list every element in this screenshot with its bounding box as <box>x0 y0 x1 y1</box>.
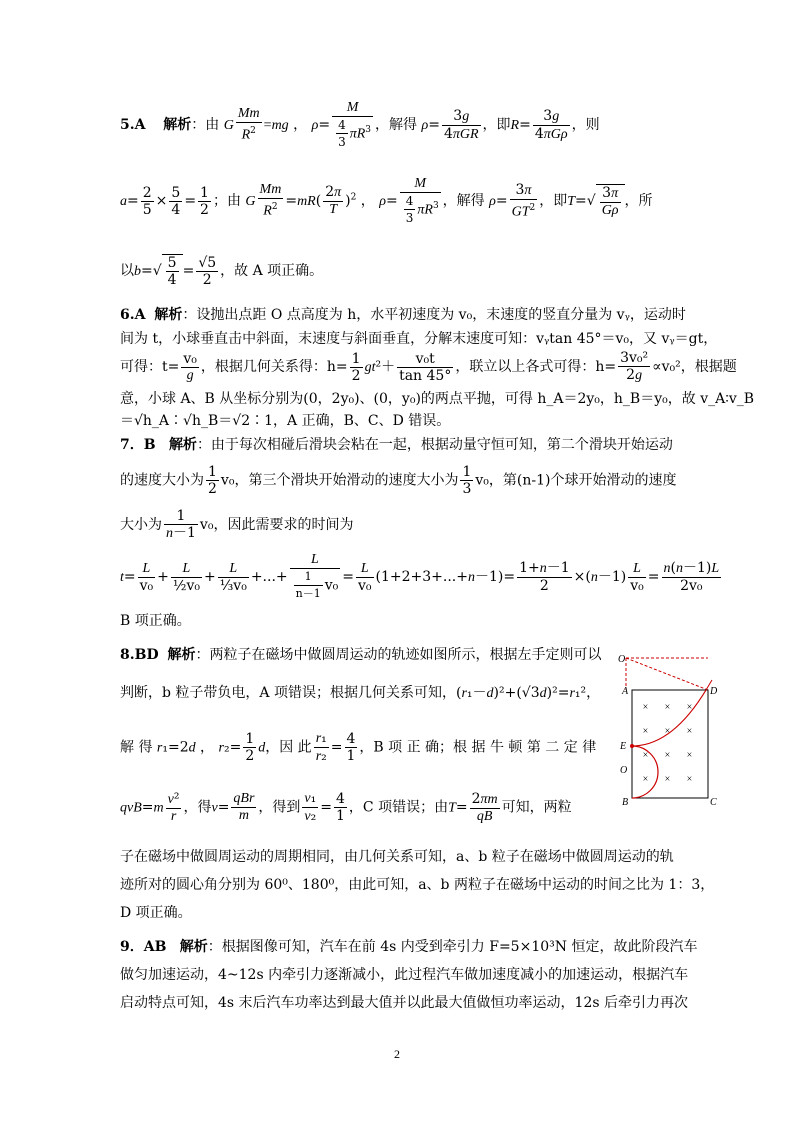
q8-text: ，因 此 <box>265 739 312 756</box>
q6-text: ，根据几何关系得：h= <box>200 359 348 375</box>
q7-text: ，第(n-1)个球开始滑动的速度 <box>488 472 677 489</box>
q8-text: ，B 项 正 确；根 据 牛 顿 第 二 定 律 <box>359 739 597 756</box>
dashed-radius-line <box>626 658 708 690</box>
q5-analysis-label: 解析 <box>163 117 192 133</box>
q5-text: 以 <box>120 263 134 279</box>
q9-analysis-label: 解析 <box>179 939 208 955</box>
q6-label: 6.A <box>120 307 146 323</box>
q8-text: 解 得 <box>120 739 153 756</box>
q8-label: 8.BD <box>120 647 159 663</box>
q7-text: 大小为 <box>120 517 162 533</box>
svg-text:×: × <box>686 726 693 737</box>
svg-text:×: × <box>686 702 693 713</box>
q7-text: ：由于每次相碰后滑块会粘在一起，根据动量守恒可知，第二个滑块开始运动 <box>196 437 673 453</box>
q8-analysis-label: 解析 <box>167 647 196 663</box>
q8-text: ，C 项错误；由 <box>348 799 449 816</box>
q7-text: ，因此需要求的时间为 <box>213 517 354 533</box>
q5-label: 5.A <box>120 117 146 133</box>
q6-analysis-label: 解析 <box>154 307 183 323</box>
label-a: A <box>622 686 629 697</box>
q7-line-5: B 项正确。 <box>120 613 191 629</box>
label-e: E <box>620 741 627 752</box>
q8-text: 可知，两粒 <box>501 799 572 816</box>
q7-line-3: 大小为 $\frac{1}{n-1}$ v₀，因此需要求的时间为 <box>120 508 354 541</box>
q7-equation: t= $\frac{L}{\text{v₀}}$ + $\frac{L}{\text{½v₀}}$ + $\frac{L}{\text{⅓v₀}}$ +...+ L $\frac{1}{n-1}$ v₀ = $\frac{L}{\text{v₀}}$ (1+2+3+...+n－1)= $\frac{1+n-1}{2}$ ×(n－1) $\frac{L}{\text{v₀}}$ = $\frac{n(n-1)L}{\text{2v₀}}$ <box>120 552 720 600</box>
q8-text: ：两粒子在磁场中做圆周运动的轨迹如图所示，根据左手定则可以 <box>195 647 602 663</box>
q9-label: 9．AB <box>120 939 167 955</box>
svg-text:×: × <box>664 750 671 761</box>
q5-text: ，解得 <box>375 117 418 133</box>
q8-line-7: D 项正确。 <box>120 905 192 921</box>
q6-line-4: 意，小球 A、B 从坐标分别为(0，2y₀)、(0，y₀)的两点平抛，可得 h_A＝2y₀，h_B＝y₀，故 v_A∶v_B <box>120 391 755 407</box>
q5-text: ；由 <box>212 193 241 209</box>
q6-line-2: 间为 t，小球垂直击中斜面，末速度与斜面垂直，分解末速度可知：vᵧtan 45°＝v₀，又 vᵧ＝gt， <box>120 331 718 347</box>
q5-text: ，则 <box>571 117 600 133</box>
q8-line-3: 解 得 r₁=2d ， r₂= $\frac{1}{2}$ d，因 此 $\frac{\text{r₁}}{\text{r₂}}$ = $\frac{4}{1}$ ，B 项 正 确；根 据 牛 顿 第 二 定 律 <box>120 730 597 764</box>
q8-line-5: 子在磁场中做圆周运动的周期相同，由几何关系可知，a、b 粒子在磁场中做圆周运动的轨 <box>120 849 674 865</box>
q8-text: ，得 <box>183 799 212 816</box>
svg-text:×: × <box>664 774 671 785</box>
q9-text: ：根据图像可知，汽车在前 4s 内受到牵引力 F=5×10³N 恒定，故此阶段汽车 <box>207 939 698 955</box>
q6-text: ：设抛出点距 O 点高度为 h，水平初速度为 v₀，末速度的竖直分量为 vᵧ，运动时 <box>182 307 686 323</box>
q6-line-1 <box>120 306 686 324</box>
label-o2: O <box>620 765 628 776</box>
q7-label: 7．B <box>120 437 156 453</box>
svg-text:×: × <box>642 702 649 713</box>
q5-line-3: 以b=√ $\frac{5}{4}$ = $\frac{√5}{2}$ ，故 A 项正确。 <box>120 254 324 288</box>
q8-line-1 <box>120 646 602 664</box>
q5-line-1: 5.A 解析：由 G $\frac{Mm}{R^2}$ =mg ， ρ= M $\frac{4}{3}$ $\pi R^3$ ，解得 ρ= $\frac{3g}{\text{4πGR}}$ ，即R= $\frac{3g}{\text{4πGρ}}$ ，则 <box>120 100 600 149</box>
q7-line-2: 的速度大小为 $\frac{1}{2}$ v₀，第三个滑块开始滑动的速度大小为 $\frac{1}{3}$ v₀，第(n-1)个球开始滑动的速度 <box>120 464 677 497</box>
svg-text:×: × <box>642 750 649 761</box>
q8-text: ，得到 <box>258 799 301 816</box>
q8-line-2: 判断，b 粒子带负电，A 项错误；根据几何关系可知，(r₁－d)²+(√3d)²=r₁²， <box>120 685 601 701</box>
q6-line-3: 可得：t= $\frac{\text{v₀}}{g}$ ，根据几何关系得：h= $\frac{1}{2}$ gt²＋ $\frac{\text{v₀t}}{\tan 45^\circ}$ ，联立以上各式可得：h= $\frac{\text{3v₀²}}{2g}$ ∝v₀²，根据题 <box>120 350 737 384</box>
svg-text:×: × <box>642 726 649 737</box>
q6-text: ，联立以上各式可得：h= <box>455 359 617 375</box>
q5-text: ，即 <box>482 117 511 133</box>
label-d: D <box>710 686 718 697</box>
q8-line-4: qvB=m $\frac{\text{v²}}{r}$ ，得v= $\frac{\text{qBr}}{m}$ ，得到 $\frac{\text{v₁}}{\text{v₂}}$ = $\frac{4}{1}$ ，C 项错误；由T= $\frac{2\pi m}{qB}$ 可知，两粒 <box>120 790 572 824</box>
q5-text: ：由 <box>191 117 220 133</box>
q9-line-1 <box>120 938 697 956</box>
q6-text: 可得：t= <box>120 359 180 375</box>
q5-line-2: a= $\frac{2}{5}$ × $\frac{5}{4}$ = $\frac{1}{2}$ ；由 G $\frac{Mm}{R^2}$ =mR( $\frac{2\pi}{T}$ )$^2$ ， ρ= M $\frac{4}{3}$ $\pi R^3$ ，解得 ρ= $\frac{3\pi}{GT^2}$ ，即T=√ $\frac{3\pi}{G\rho}$ ，所 <box>120 176 653 225</box>
q5-text: ，故 A 项正确。 <box>220 263 324 279</box>
label-c: C <box>710 797 717 808</box>
label-o: O <box>618 654 626 665</box>
q8-text: 判断，b 粒子带负电，A 项错误；根据几何关系可知， <box>120 685 456 701</box>
trajectory-a <box>632 690 706 746</box>
svg-text:×: × <box>664 702 671 713</box>
q7-text: ，第三个滑块开始滑动的速度大小为 <box>234 472 459 489</box>
q5-text: ，解得 <box>442 193 485 209</box>
q8-line-6: 迹所对的圆心角分别为 60⁰、180⁰，由此可知，a、b 两粒子在磁场中运动的时间之比为 1：3， <box>120 877 715 893</box>
svg-text:×: × <box>686 750 693 761</box>
q9-line-3: 启动特点可知，4s 末后汽车功率达到最大值并以此最大值做恒功率运动，12s 后牵引力再次 <box>120 995 688 1011</box>
q7-line-1 <box>120 436 673 454</box>
magnetic-field-diagram <box>612 650 722 810</box>
label-b: B <box>622 797 629 808</box>
q6-text: ，根据题 <box>680 359 737 375</box>
q7-text: 的速度大小为 <box>120 472 204 489</box>
q9-line-2: 做匀加速运动，4~12s 内牵引力逐渐减小，此过程汽车做加速度减小的加速运动，根据汽车 <box>120 967 689 983</box>
svg-text:×: × <box>642 774 649 785</box>
q5-text: ，所 <box>624 193 653 209</box>
svg-text:×: × <box>664 726 671 737</box>
page-number: 2 <box>394 1047 400 1061</box>
q7-analysis-label: 解析 <box>168 437 197 453</box>
svg-text:×: × <box>686 774 693 785</box>
q6-line-5: ＝√h_A∶√h_B＝√2∶1，A 正确，B、C、D 错误。 <box>120 413 451 429</box>
q5-text: ，即 <box>539 193 568 209</box>
entry-point-e <box>630 744 634 748</box>
